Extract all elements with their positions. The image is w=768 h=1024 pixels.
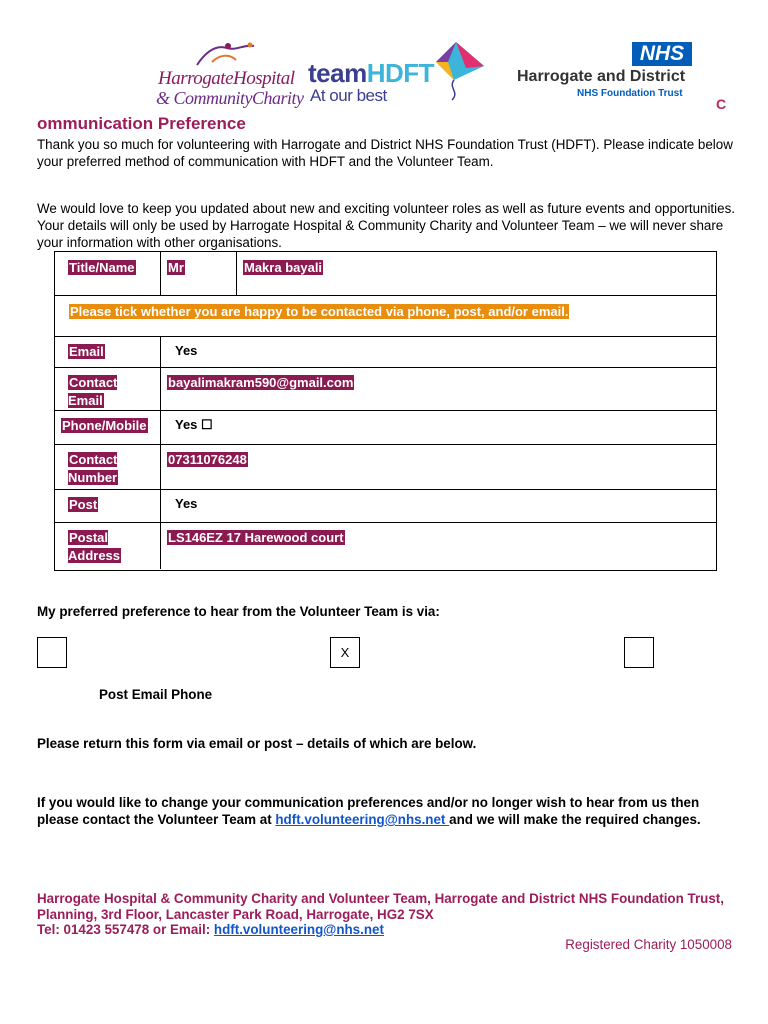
name-value[interactable]: Makra bayali (244, 260, 323, 275)
email-row (55, 337, 716, 368)
phone-checkbox[interactable] (624, 637, 654, 668)
phone-row (55, 411, 716, 445)
tick-instruction-row (55, 296, 716, 337)
team-hdft-tagline: At our best (310, 86, 387, 105)
title-value[interactable]: Mr (168, 260, 184, 275)
nhs-trust-logo (515, 40, 705, 104)
nhs-trust-subtitle: NHS Foundation Trust (577, 88, 683, 99)
post-row (55, 490, 716, 523)
footer-address-text: Harrogate Hospital & Community Charity and Volunteer Team, Harrogate and District NHS Foundation Trust, Planning, 3rd Floor, Lancaster Park Road, Harrogate, HG2 7SX (37, 891, 724, 922)
tick-instruction: Please tick whether you are happy to be contacted via phone, post, and/or email. (70, 304, 569, 319)
volunteering-email-link[interactable]: hdft.volunteering@nhs.net (275, 812, 450, 827)
hdft-word: HDFT (366, 58, 435, 88)
team-word: team (308, 58, 367, 88)
phone-label: Phone/Mobile (62, 418, 147, 433)
contact-email-value[interactable]: bayalimakram590@gmail.com (168, 375, 354, 390)
intro-paragraph: Thank you so much for volunteering with Harrogate and District NHS Foundation Trust (HDFT). Please indicate below your preferred method of communication with HDFT and the Volunteer Team. (37, 137, 733, 169)
postal-address-row (55, 523, 716, 569)
footer-email-link[interactable]: hdft.volunteering@nhs.net (213, 922, 384, 937)
change-preferences-text (37, 794, 737, 828)
change-text-after: and we will make the required changes. (449, 812, 701, 827)
change-text-before: If you would like to change your communication preferences and/or no longer wish to hear from us then please contact the Volunteer Team at (37, 795, 700, 827)
charity-logo-line2: & CommunityCharity (156, 88, 304, 108)
contact-form-table (54, 251, 717, 571)
contact-number-row (55, 445, 716, 490)
registered-charity-number: Registered Charity 1050008 (565, 937, 732, 952)
title-name-label: Title/Name (69, 260, 135, 275)
email-answer[interactable]: Yes (175, 343, 198, 358)
charity-logo-line1: HarrogateHospital (158, 68, 295, 89)
contact-number-value[interactable]: 07311076248 (168, 452, 247, 467)
preference-question: My preferred preference to hear from the Volunteer Team is via: (37, 604, 440, 619)
preference-option-labels: Post Email Phone (99, 687, 213, 702)
page-title: ommunication Preference (37, 114, 246, 133)
heading-initial: C (716, 96, 727, 112)
team-hdft-logo (308, 40, 488, 104)
nhs-badge: NHS (632, 42, 692, 66)
contact-email-label: Contact Email (68, 375, 118, 408)
updates-paragraph: We would love to keep you updated about new and exciting volunteer roles as well as future events and opportunities. Your details will only be used by Harrogate Hospital & Community Charity and Volunteer Team – we will never share your information with other organisations. (37, 201, 735, 250)
post-answer[interactable]: Yes (175, 496, 198, 511)
charity-logo (150, 40, 304, 110)
figures-icon (192, 40, 262, 70)
contact-number-label: Contact Number (68, 452, 118, 485)
post-checkbox[interactable] (37, 637, 67, 668)
postal-address-label: Postal Address (68, 530, 121, 563)
return-instruction: Please return this form via email or post – details of which are below. (37, 736, 477, 751)
email-checkbox[interactable]: X (330, 637, 360, 668)
post-label: Post (69, 497, 98, 512)
email-label: Email (69, 344, 104, 359)
contact-email-row (55, 368, 716, 411)
footer-address (37, 891, 737, 938)
footer-tel: Tel: 01423 557478 or Email: (37, 922, 214, 937)
nhs-trust-name: Harrogate and District (517, 68, 686, 85)
title-name-row (55, 252, 716, 296)
team-hdft-wordmark (308, 58, 434, 89)
postal-address-value[interactable]: LS146EZ 17 Harewood court (168, 530, 344, 545)
kite-icon (426, 40, 486, 102)
phone-answer[interactable]: Yes ☐ (175, 417, 213, 432)
